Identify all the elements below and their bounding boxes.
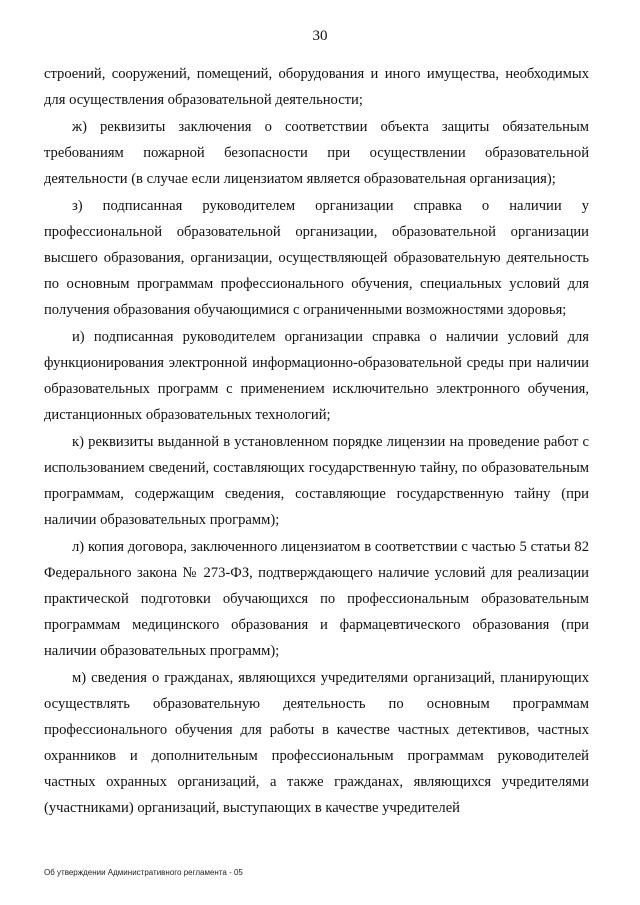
paragraph-item-z: з) подписанная руководителем организации справка о наличии у профессиональной образовательной организации, образовательной организации высшего образования, организации, осуществляющей образовательную деятельность по основным программам профессионального обучения, специальных условий для получения образования обучающимися с ограниченными возможностями здоровья; [44,198,589,318]
document-body [44,60,589,821]
paragraph-item-k: к) реквизиты выданной в установленном порядке лицензии на проведение работ с использованием сведений, составляющих государственную тайну, по образовательным программам, содержащим сведения, составляющие государственную тайну (при наличии образовательных программ); [44,434,589,528]
paragraph-item-i: и) подписанная руководителем организации справка о наличии условий для функционирования электронной информационно-образовательной среды при наличии образовательных программ с применением исключительно электронного обучения, дистанционных образовательных технологий; [44,329,589,423]
paragraph-item-l: л) копия договора, заключенного лицензиатом в соответствии с частью 5 статьи 82 Федерального закона № 273-ФЗ, подтверждающего наличие условий для реализации практической подготовки обучающихся по профессиональным образовательным программам медицинского образования и фармацевтического образования (при наличии образовательных программ); [44,539,589,659]
paragraph-item-zh: ж) реквизиты заключения о соответствии объекта защиты обязательным требованиям пожарной безопасности при осуществлении образовательной деятельности (в случае если лицензиатом является образовательная организация); [44,119,589,187]
page-footer: Об утверждении Административного регламента - 05 [44,868,243,877]
paragraph-continuation: строений, сооружений, помещений, оборудования и иного имущества, необходимых для осуществления образовательной деятельности; [44,66,589,108]
paragraph-item-m: м) сведения о гражданах, являющихся учредителями организаций, планирующих осуществлять образовательную деятельность по основным программам профессионального обучения для работы в качестве частных детективов, частных охранников и дополнительным профессиональным программам руководителей частных охранных организаций, а также гражданах, являющихся учредителями (участниками) организаций, выступающих в качестве учредителей [44,670,589,816]
page-number: 30 [312,28,328,44]
